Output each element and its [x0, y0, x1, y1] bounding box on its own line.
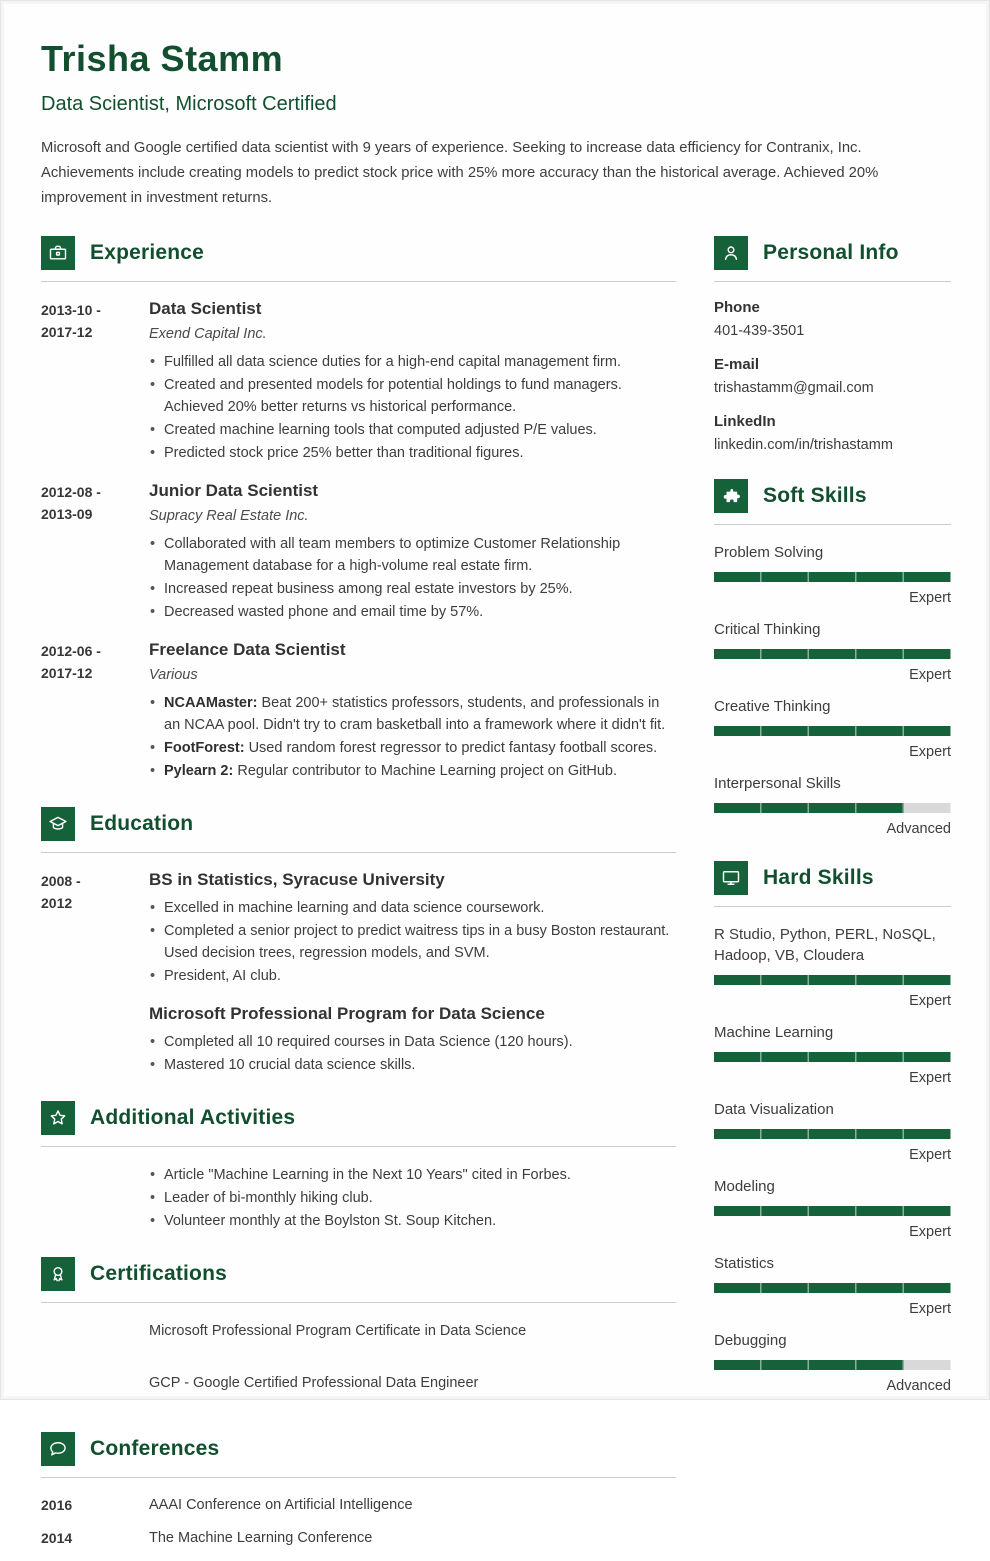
section-additional-activities-header [41, 1101, 676, 1147]
conference-name: The Machine Learning Conference [149, 1529, 373, 1546]
person-icon [714, 236, 748, 270]
certification-name: GCP - Google Certified Professional Data Engineer [149, 1374, 479, 1391]
field-label: E-mail [714, 355, 760, 373]
certification-row [41, 1320, 676, 1356]
personal-info-field [714, 299, 951, 341]
job-entry-body [149, 299, 676, 465]
section-heading: Hard Skills [763, 865, 874, 889]
skill-bar-fill [714, 1206, 951, 1216]
skill-item [714, 696, 951, 760]
skill-name: Critical Thinking [714, 620, 821, 638]
entry-title: BS in Statistics, Syracuse University [149, 869, 445, 889]
section-experience [41, 236, 676, 783]
skill-bar-fill [714, 803, 904, 813]
section-heading: Experience [90, 240, 205, 264]
bullet-item: • Decreased wasted phone and email time by 57%. [149, 601, 676, 623]
section-personal-info-header [714, 236, 951, 282]
bullet-item: • NCAAMaster: Beat 200+ statistics professors, students, and professionals in an NCAA pool. Didn't try to cram basketball into a framework where it didn't fit. [149, 692, 676, 736]
speech-bubble-icon [41, 1432, 75, 1466]
entry-date-line: 2013-10 - [41, 301, 101, 318]
candidate-title: Data Scientist, Microsoft Certified [41, 92, 337, 115]
bullet-list [149, 692, 676, 782]
skill-bar-fill [714, 1129, 951, 1139]
skill-name: Interpersonal Skills [714, 774, 841, 792]
activities-entry [41, 1164, 676, 1233]
hard-skills-list [714, 907, 951, 1394]
skill-bar-fill [714, 572, 951, 582]
education-entries [41, 853, 676, 1077]
skill-level: Expert [909, 1300, 951, 1317]
entry-company: Exend Capital Inc. [149, 325, 267, 342]
bullet-item: • Completed all 10 required courses in Data Science (120 hours). [149, 1031, 676, 1053]
skill-bar [714, 803, 951, 813]
section-soft-skills [714, 479, 951, 837]
entry-company: Various [149, 666, 198, 683]
candidate-name: Trisha Stamm [41, 38, 284, 79]
entry-date-line: 2012-06 - [41, 642, 101, 659]
skill-bar-fill [714, 975, 951, 985]
skill-level: Expert [909, 1146, 951, 1163]
skill-bar-fill [714, 1283, 951, 1293]
skill-bar [714, 726, 951, 736]
conference-name: AAAI Conference on Artificial Intelligence [149, 1496, 413, 1513]
skill-bar-fill [714, 649, 951, 659]
entry-dates [41, 299, 149, 465]
entry-title: Freelance Data Scientist [149, 639, 346, 659]
conference-year: 2016 [41, 1496, 73, 1513]
job-entry [41, 640, 676, 783]
section-heading: Conferences [90, 1436, 220, 1460]
section-heading: Personal Info [763, 240, 899, 264]
skill-bar [714, 975, 951, 985]
activities-entries [41, 1147, 676, 1233]
conference-entries [41, 1478, 676, 1548]
bullet-list [149, 533, 676, 623]
bullet-item: • Completed a senior project to predict waitress tips in a busy Boston restaurant. Used decision trees, regression models, and SVM. [149, 920, 676, 964]
medal-icon [41, 1257, 75, 1291]
section-experience-header [41, 236, 676, 282]
skill-name: Creative Thinking [714, 697, 831, 715]
skill-bar [714, 1206, 951, 1216]
entry-title: Microsoft Professional Program for Data Science [149, 1003, 545, 1023]
skill-item [714, 1022, 951, 1086]
bullet-item: • Predicted stock price 25% better than traditional figures. [149, 442, 676, 464]
conference-row [41, 1495, 676, 1515]
entry-date-line: 2013-09 [41, 505, 93, 522]
skill-level: Expert [909, 743, 951, 760]
two-column-layout [41, 236, 949, 1561]
bullet-item: • Mastered 10 crucial data science skills. [149, 1054, 676, 1076]
entry-date-line: 2012-08 - [41, 483, 101, 500]
skill-item [714, 924, 951, 1009]
bullet-item: • Collaborated with all team members to optimize Customer Relationship Management database for a high-volume real estate firm. [149, 533, 676, 577]
skill-level: Expert [909, 1223, 951, 1240]
bullet-item: • Volunteer monthly at the Boylston St. Soup Kitchen. [149, 1210, 676, 1232]
entry-title: Junior Data Scientist [149, 480, 319, 500]
bullet-item: • Article "Machine Learning in the Next 10 Years" cited in Forbes. [149, 1164, 676, 1186]
section-education [41, 807, 676, 1077]
skill-name: Machine Learning [714, 1023, 834, 1041]
education-entry [41, 870, 676, 988]
section-heading: Additional Activities [90, 1105, 296, 1129]
skill-bar [714, 1360, 951, 1370]
skill-bar [714, 572, 951, 582]
activities-entry-body [149, 1164, 676, 1233]
entry-dates [41, 1164, 149, 1233]
skill-name: R Studio, Python, PERL, NoSQL, Hadoop, VB, Cloudera [714, 925, 936, 964]
right-column [714, 236, 951, 1561]
skill-level: Advanced [886, 820, 951, 837]
skill-name: Modeling [714, 1177, 775, 1195]
puzzle-icon [714, 479, 748, 513]
skill-name: Statistics [714, 1254, 775, 1272]
skill-item [714, 542, 951, 606]
personal-info-field [714, 356, 951, 398]
skill-item [714, 1176, 951, 1240]
bullet-list [149, 1031, 676, 1076]
left-column [41, 236, 676, 1561]
skill-name: Data Visualization [714, 1100, 834, 1118]
skill-item [714, 1330, 951, 1394]
entry-company: Supracy Real Estate Inc. [149, 507, 309, 524]
skill-item [714, 1253, 951, 1317]
section-heading: Soft Skills [763, 483, 867, 507]
entry-dates [41, 1004, 149, 1077]
entry-date-line: 2012 [41, 894, 73, 911]
skill-bar [714, 649, 951, 659]
experience-entries [41, 282, 676, 783]
entry-dates [41, 870, 149, 988]
bullet-item: • Fulfilled all data science duties for a high-end capital management firm. [149, 351, 676, 373]
bullet-item: • FootForest: Used random forest regressor to predict fantasy football scores. [149, 737, 676, 759]
skill-bar [714, 1052, 951, 1062]
skill-level: Expert [909, 589, 951, 606]
skill-item [714, 773, 951, 837]
skill-item [714, 1099, 951, 1163]
entry-date-line: 2008 - [41, 872, 81, 889]
graduation-cap-icon [41, 807, 75, 841]
section-conferences [41, 1432, 676, 1548]
skill-level: Advanced [886, 1377, 951, 1394]
skill-name: Debugging [714, 1331, 787, 1349]
personal-info-fields [714, 282, 951, 455]
education-entry-body [149, 870, 676, 988]
field-value: 401-439-3501 [714, 322, 805, 339]
bullet-item: • Created and presented models for potential holdings to fund managers. Achieved 20% better returns vs historical performance. [149, 374, 676, 418]
summary-paragraph: Microsoft and Google certified data scientist with 9 years of experience. Seeking to increase data efficiency for Contranix, Inc. Achievements include creating models to predict stock price with 25% more accuracy than the historical average. Achieved 20% improvement in investment returns. [41, 139, 879, 207]
personal-info-field [714, 413, 951, 455]
certification-dates [41, 1320, 149, 1356]
section-certifications-header [41, 1257, 676, 1303]
section-heading: Education [90, 811, 194, 835]
education-entry-body [149, 1004, 676, 1077]
section-conferences-header [41, 1432, 676, 1478]
certification-body [149, 1372, 676, 1408]
section-certifications [41, 1257, 676, 1408]
bullet-item: • Pylearn 2: Regular contributor to Machine Learning project on GitHub. [149, 760, 676, 782]
skill-item [714, 619, 951, 683]
certification-dates [41, 1372, 149, 1408]
section-hard-skills [714, 861, 951, 1394]
entry-title: Data Scientist [149, 298, 262, 318]
skill-level: Expert [909, 666, 951, 683]
field-label: Phone [714, 298, 760, 316]
section-soft-skills-header [714, 479, 951, 525]
bullet-item: • President, AI club. [149, 965, 676, 987]
certification-entries [41, 1303, 676, 1408]
skill-bar-fill [714, 1052, 951, 1062]
star-icon [41, 1101, 75, 1135]
job-entry [41, 299, 676, 465]
skill-level: Expert [909, 1069, 951, 1086]
monitor-icon [714, 861, 748, 895]
entry-dates [41, 640, 149, 783]
soft-skills-list [714, 525, 951, 837]
section-hard-skills-header [714, 861, 951, 907]
skill-bar-fill [714, 726, 951, 736]
bullet-list [149, 897, 676, 987]
section-personal-info [714, 236, 951, 455]
job-entry-body [149, 481, 676, 624]
certification-body [149, 1320, 676, 1356]
briefcase-icon [41, 236, 75, 270]
entry-date-line: 2017-12 [41, 323, 93, 340]
bullet-item: • Leader of bi-monthly hiking club. [149, 1187, 676, 1209]
field-value: trishastamm@gmail.com [714, 379, 874, 396]
certification-name: Microsoft Professional Program Certificate in Data Science [149, 1322, 527, 1339]
bullet-list [149, 351, 676, 464]
bullet-item: • Excelled in machine learning and data science coursework. [149, 897, 676, 919]
entry-date-line: 2017-12 [41, 664, 93, 681]
skill-bar [714, 1129, 951, 1139]
job-entry [41, 481, 676, 624]
skill-level: Expert [909, 992, 951, 1009]
field-value: linkedin.com/in/trishastamm [714, 436, 893, 453]
resume-header [41, 39, 949, 212]
job-entry-body [149, 640, 676, 783]
field-label: LinkedIn [714, 412, 776, 430]
skill-bar-fill [714, 1360, 904, 1370]
section-additional-activities [41, 1101, 676, 1233]
section-education-header [41, 807, 676, 853]
bullet-item: • Created machine learning tools that computed adjusted P/E values. [149, 419, 676, 441]
bullet-item: • Increased repeat business among real estate investors by 25%. [149, 578, 676, 600]
bullet-list [149, 1164, 676, 1232]
education-entry [41, 1004, 676, 1077]
conference-row [41, 1528, 676, 1548]
certification-row [41, 1372, 676, 1408]
section-heading: Certifications [90, 1261, 227, 1285]
conference-year: 2014 [41, 1529, 73, 1546]
skill-bar [714, 1283, 951, 1293]
entry-dates [41, 481, 149, 624]
skill-name: Problem Solving [714, 543, 824, 561]
